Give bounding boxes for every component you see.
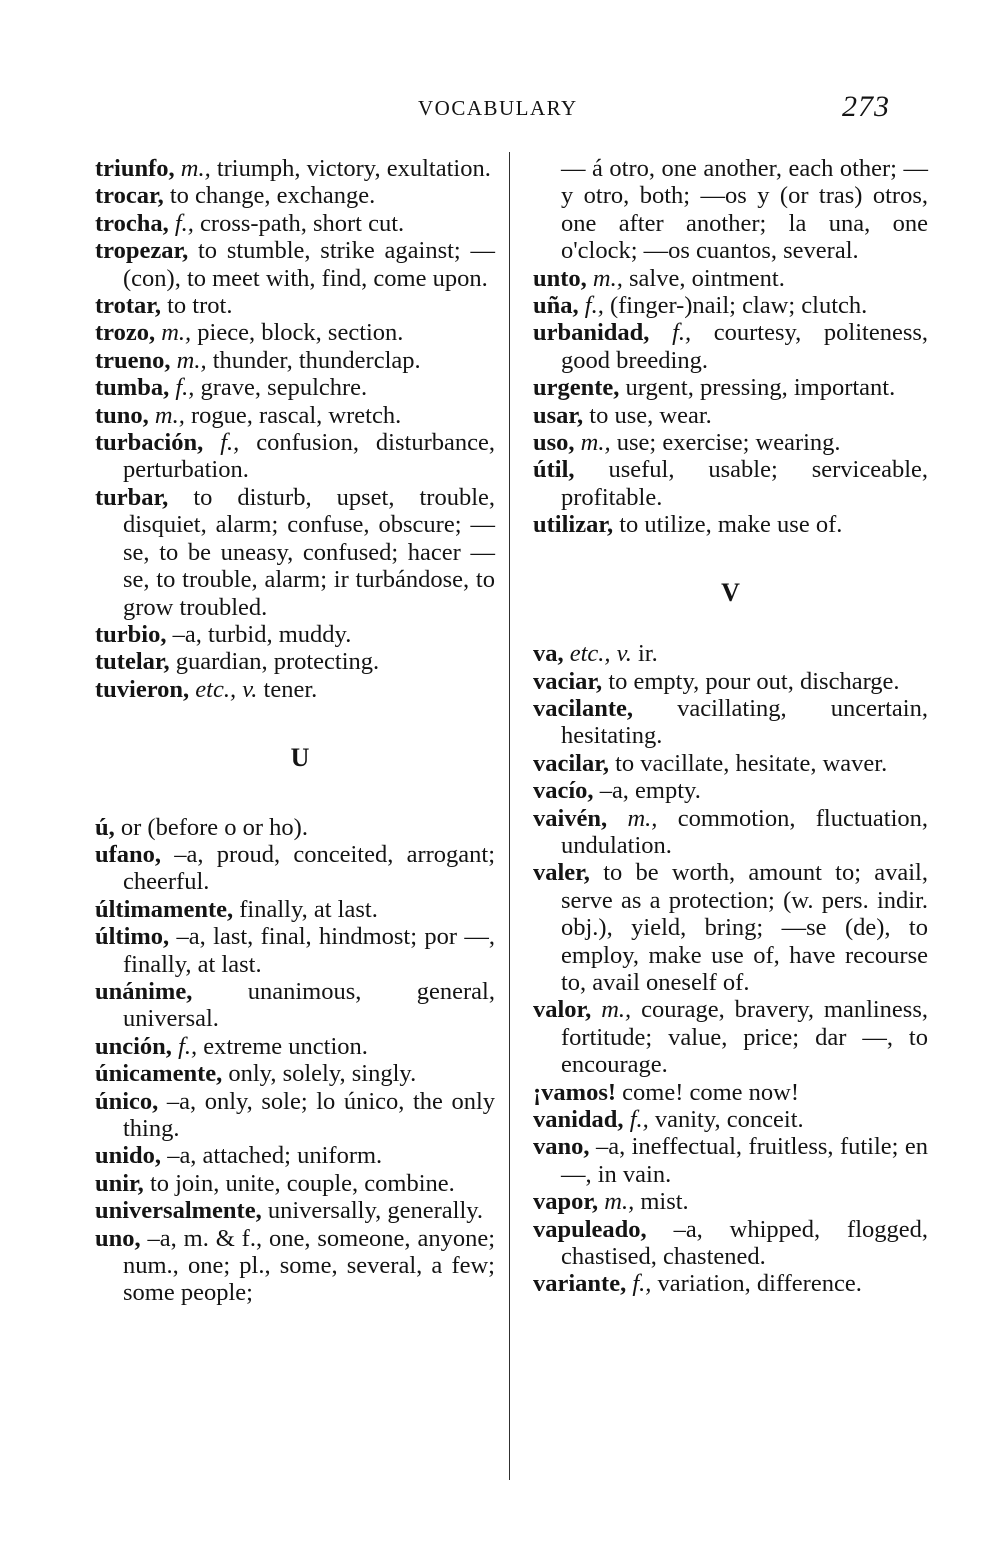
- entry-grammar: m.,: [592, 264, 623, 292]
- dictionary-entry: [533, 695, 928, 750]
- dictionary-entry: [533, 1216, 928, 1271]
- entry-headword: vano,: [533, 1133, 590, 1161]
- entry-headword: turbación,: [95, 429, 204, 457]
- dictionary-entry: [533, 319, 928, 374]
- dictionary-entry: [95, 1170, 495, 1197]
- entry-definition: –a, attached; uniform.: [167, 1142, 383, 1170]
- entry-headword: ¡vamos!: [533, 1078, 617, 1106]
- entry-headword: tropezar,: [95, 237, 189, 265]
- entry-definition: grave, sepulchre.: [200, 374, 368, 402]
- dictionary-entry: [533, 456, 928, 511]
- entry-definition: to disturb, upset, trouble, disquiet, alarm; confuse, obscure; —se, to be uneasy, confused; hacer —se, to trouble, alarm; ir turbándose, to grow troubled.: [123, 483, 495, 621]
- entry-headword: vaciar,: [533, 667, 603, 695]
- entry-headword: ú,: [95, 813, 115, 841]
- entry-headword: vanidad,: [533, 1106, 624, 1133]
- entry-headword: últimamente,: [95, 895, 234, 923]
- entry-definition: –a, last, final, hindmost; por —, finally, at last.: [123, 923, 496, 978]
- entry-definition: tener.: [263, 675, 318, 703]
- entry-definition: –a, turbid, muddy.: [172, 620, 352, 648]
- entry-headword: vapor,: [533, 1188, 599, 1216]
- dictionary-entry: [95, 1142, 495, 1169]
- entry-headword: uno,: [95, 1224, 141, 1252]
- entry-grammar: f.,: [584, 292, 604, 320]
- dictionary-entry: [95, 374, 495, 401]
- column-divider: [509, 152, 510, 1480]
- entry-definition: extreme unction.: [203, 1032, 368, 1060]
- entry-grammar: m.,: [601, 996, 632, 1024]
- dictionary-entry: [533, 859, 928, 996]
- entry-definition: unanimous, general, universal.: [123, 977, 495, 1033]
- dictionary-entry: [95, 1197, 495, 1224]
- entry-definition: come! come now!: [622, 1078, 800, 1106]
- entry-definition: to change, exchange.: [169, 182, 376, 210]
- entry-headword: valer,: [533, 859, 590, 887]
- entry-definition: rogue, rascal, wretch.: [191, 401, 402, 429]
- entry-headword: valor,: [533, 996, 592, 1024]
- entry-grammar: m.,: [627, 804, 658, 832]
- left-column: [95, 155, 495, 1307]
- dictionary-entry: [533, 805, 928, 860]
- entry-definition: to trot.: [167, 292, 233, 320]
- dictionary-entry: [95, 429, 495, 484]
- entry-grammar: f.,: [220, 429, 240, 457]
- entry-grammar: m.,: [180, 155, 211, 182]
- entry-headword: trocar,: [95, 182, 164, 210]
- entry-headword: tuvieron,: [95, 675, 190, 703]
- entry-definition: to empty, pour out, discharge.: [608, 667, 900, 695]
- entry-headword: tumba,: [95, 374, 170, 402]
- entry-definition: –a, empty.: [599, 777, 701, 805]
- entry-headword: unánime,: [95, 977, 193, 1005]
- dictionary-entry: [533, 1079, 928, 1106]
- entry-definition: universally, generally.: [267, 1197, 484, 1225]
- page-header: [0, 92, 1000, 132]
- entry-definition: –a, m. & f., one, someone, anyone; num., one; pl., some, several, a few; some people;: [123, 1224, 496, 1307]
- entry-definition: use; exercise; wearing.: [616, 429, 841, 457]
- entry-headword: únicamente,: [95, 1060, 223, 1088]
- entry-definition: courage, bravery, manliness, fortitude; value, price; dar —, to encourage.: [561, 996, 929, 1079]
- entry-headword: vacilar,: [533, 749, 609, 777]
- dictionary-entry: [533, 374, 928, 401]
- entry-headword: tutelar,: [95, 648, 170, 676]
- entry-headword: vapuleado,: [533, 1215, 647, 1243]
- dictionary-entry: [533, 750, 928, 777]
- entry-definition: guardian, protecting.: [175, 648, 380, 676]
- entry-definition: mist.: [640, 1188, 689, 1216]
- entry-headword: trocha,: [95, 209, 169, 237]
- entry-grammar: f.,: [178, 1032, 198, 1060]
- dictionary-entry: [533, 668, 928, 695]
- entry-definition: useful, usable; serviceable, profitable.: [561, 456, 928, 511]
- entry-list-t: [95, 155, 495, 703]
- entry-definition: to use, wear.: [589, 401, 712, 429]
- dictionary-entry: [95, 237, 495, 292]
- entry-headword: único,: [95, 1087, 159, 1115]
- dictionary-entry: [533, 640, 928, 667]
- page-number: 273: [842, 90, 890, 123]
- entry-definition: confusion, disturbance, perturbation.: [123, 429, 495, 484]
- running-title: VOCABULARY: [418, 96, 578, 120]
- entry-definition: to utilize, make use of.: [619, 511, 843, 539]
- entry-definition: piece, block, section.: [197, 319, 404, 347]
- entry-continuation: — á otro, one another, each other; — y otro, both; —os y (or tras) otros, one after another; la una, one o'clock; —os cuantos, several.: [561, 155, 928, 265]
- dictionary-entry: [95, 1088, 495, 1143]
- entry-headword: unción,: [95, 1032, 172, 1060]
- dictionary-entry: [533, 265, 928, 292]
- entry-list-u: [95, 814, 495, 1307]
- entry-grammar: f.,: [629, 1106, 649, 1133]
- entry-headword: uso,: [533, 429, 575, 457]
- entry-grammar: etc., v.: [195, 675, 258, 703]
- entry-headword: usar,: [533, 401, 584, 429]
- entry-definition: (finger-)nail; claw; clutch.: [609, 292, 868, 320]
- dictionary-entry: [95, 292, 495, 319]
- entry-grammar: m.,: [580, 429, 611, 457]
- entry-headword: vacío,: [533, 777, 594, 805]
- entry-headword: unir,: [95, 1169, 144, 1197]
- entry-headword: urgente,: [533, 374, 620, 402]
- entry-headword: útil,: [533, 456, 575, 484]
- entry-grammar: m.,: [604, 1188, 635, 1216]
- entry-headword: variante,: [533, 1270, 627, 1298]
- entry-headword: último,: [95, 923, 170, 951]
- entry-definition: –a, only, sole; lo único, the only thing.: [123, 1087, 496, 1142]
- dictionary-entry: [95, 814, 495, 841]
- entry-grammar: etc., v.: [569, 640, 632, 668]
- right-column: [533, 155, 928, 1298]
- entry-headword: ufano,: [95, 840, 162, 868]
- dictionary-entry: [95, 1225, 495, 1307]
- dictionary-entry: [95, 402, 495, 429]
- entry-definition: salve, ointment.: [629, 264, 785, 292]
- entry-definition: ir.: [638, 640, 658, 668]
- entry-headword: turbar,: [95, 483, 169, 511]
- dictionary-entry: [95, 676, 495, 703]
- entry-grammar: f.,: [175, 374, 195, 402]
- entry-definition: cross-path, short cut.: [200, 209, 405, 237]
- entry-definition: to join, unite, couple, combine.: [149, 1169, 455, 1197]
- dictionary-entry: [95, 841, 495, 896]
- entry-definition: vacillating, uncertain, hesitating.: [561, 694, 928, 750]
- dictionary-entry: [533, 1270, 928, 1297]
- dictionary-entry: [533, 1188, 928, 1215]
- dictionary-entry: [533, 511, 928, 538]
- entry-grammar: f.,: [672, 319, 692, 347]
- section-letter-v: V: [721, 577, 740, 607]
- dictionary-entry: [95, 621, 495, 648]
- entry-definition: –a, proud, conceited, arrogant; cheerful.: [123, 840, 495, 896]
- entry-definition: to be worth, amount to; avail, serve as a protection; (w. pers. indir. obj.), yield, bring; —se (de), to employ, make use of, have recourse to, avail oneself of.: [561, 859, 928, 996]
- entry-definition: to vacillate, hesitate, waver.: [615, 749, 888, 777]
- entry-grammar: f.,: [174, 209, 194, 237]
- entry-headword: va,: [533, 640, 564, 668]
- entry-headword: trotar,: [95, 292, 161, 320]
- entry-definition: to stumble, strike against; — (con), to meet with, find, come upon.: [123, 237, 495, 292]
- entry-definition: –a, whipped, flogged, chastised, chastened.: [561, 1215, 929, 1271]
- entry-definition: triumph, victory, exultation.: [216, 155, 491, 182]
- entry-headword: vaivén,: [533, 804, 608, 832]
- section-letter-u: U: [290, 743, 310, 773]
- entry-headword: trozo,: [95, 319, 156, 347]
- entry-headword: triunfo,: [95, 155, 175, 182]
- dictionary-entry: [533, 996, 928, 1078]
- entry-headword: turbio,: [95, 620, 167, 648]
- entry-list-v: [533, 640, 928, 1298]
- entry-definition: vanity, conceit.: [654, 1106, 804, 1133]
- entry-headword: universalmente,: [95, 1197, 262, 1225]
- dictionary-entry: [95, 896, 495, 923]
- entry-list-u-cont: [533, 265, 928, 539]
- dictionary-entry: [533, 1133, 928, 1188]
- dictionary-entry: [95, 182, 495, 209]
- dictionary-entry: [95, 978, 495, 1033]
- entry-definition: courtesy, politeness, good breeding.: [561, 319, 929, 374]
- entry-grammar: m.,: [161, 319, 192, 347]
- dictionary-entry: [533, 429, 928, 456]
- dictionary-entry: [95, 1060, 495, 1087]
- entry-headword: urbanidad,: [533, 319, 650, 347]
- entry-grammar: f.,: [632, 1270, 652, 1298]
- entry-definition: only, solely, singly.: [228, 1060, 417, 1088]
- entry-definition: urgent, pressing, important.: [625, 374, 896, 402]
- dictionary-entry: [533, 1106, 928, 1133]
- entry-headword: unido,: [95, 1142, 162, 1170]
- entry-headword: trueno,: [95, 346, 171, 374]
- entry-grammar: m.,: [176, 346, 207, 374]
- dictionary-entry: [95, 923, 495, 978]
- entry-definition: or (before o or ho).: [120, 813, 308, 841]
- entry-headword: uña,: [533, 292, 579, 320]
- dictionary-entry: [95, 210, 495, 237]
- dictionary-entry: [95, 648, 495, 675]
- entry-headword: vacilante,: [533, 694, 634, 722]
- entry-definition: finally, at last.: [239, 895, 378, 923]
- dictionary-entry: [533, 402, 928, 429]
- entry-headword: tuno,: [95, 401, 149, 429]
- dictionary-entry: [533, 292, 928, 319]
- entry-headword: utilizar,: [533, 511, 614, 539]
- dictionary-entry: [95, 347, 495, 374]
- entry-definition: –a, ineffectual, fruitless, futile; en —, in vain.: [561, 1133, 929, 1188]
- dictionary-entry: [95, 155, 495, 182]
- entry-definition: thunder, thunderclap.: [212, 346, 421, 374]
- dictionary-entry: [95, 1033, 495, 1060]
- dictionary-entry: [95, 319, 495, 346]
- dictionary-entry: [95, 484, 495, 621]
- entry-headword: unto,: [533, 264, 587, 292]
- dictionary-entry: [533, 777, 928, 804]
- entry-definition: variation, difference.: [657, 1270, 862, 1298]
- entry-definition: commotion, fluctuation, undulation.: [561, 804, 929, 859]
- entry-grammar: m.,: [154, 401, 185, 429]
